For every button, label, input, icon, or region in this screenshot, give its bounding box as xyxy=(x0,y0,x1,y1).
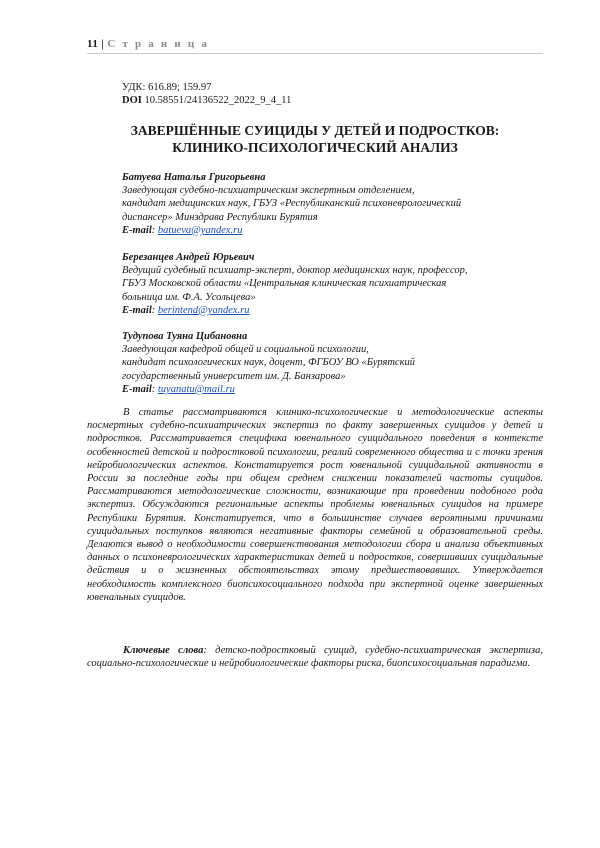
email-separator: : xyxy=(151,224,158,236)
email-separator: : xyxy=(151,383,158,395)
header-rule xyxy=(87,53,543,54)
email-label: E-mail xyxy=(122,224,152,236)
author-desc-line: государственный университет им. Д. Банзарова» xyxy=(122,370,346,382)
author-block xyxy=(122,330,552,396)
title-line-1: ЗАВЕРШЁННЫЕ СУИЦИДЫ У ДЕТЕЙ И ПОДРОСТКОВ: xyxy=(130,123,500,138)
author-desc-line: кандидат психологических наук, доцент, ФГБОУ ВО «Бурятский xyxy=(122,357,415,369)
author-desc-line: Заведующая кафедрой общей и социальной психологии, xyxy=(122,344,369,356)
author-email-link[interactable]: tuyanatu@mail.ru xyxy=(157,383,235,395)
author-email-line xyxy=(122,304,552,317)
author-desc-line: Заведующая судебно-психиатрическим экспертным отделением, xyxy=(122,185,415,197)
page-header xyxy=(87,38,543,50)
email-label: E-mail xyxy=(122,304,152,316)
author-email-line xyxy=(122,383,552,396)
article-title xyxy=(87,122,543,156)
author-name: Тудупова Туяна Цибановна xyxy=(122,331,248,342)
page-number: 11 xyxy=(87,38,99,50)
author-desc-line: больница им. Ф.А. Усольцева» xyxy=(122,291,256,303)
author-desc-line: кандидат медицинских наук, ГБУЗ «Республиканский психоневрологический xyxy=(122,198,462,210)
doi-value: 10.58551/24136522_2022_9_4_11 xyxy=(144,95,292,106)
author-desc-line: Ведущий судебный психиатр-эксперт, доктор медицинских наук, профессор, xyxy=(122,265,468,277)
title-line-2: КЛИНИКО-ПСИХОЛОГИЧЕСКИЙ АНАЛИЗ xyxy=(172,140,458,155)
doi-label: DOI xyxy=(122,95,142,106)
keywords-paragraph xyxy=(87,644,543,670)
keywords-separator: : xyxy=(203,645,207,656)
page-word: С т р а н и ц а xyxy=(107,38,210,50)
author-desc-line: ГБУЗ Московской области «Центральная клиническая психиатрическая xyxy=(122,278,447,290)
article-meta xyxy=(122,81,291,107)
author-block xyxy=(122,251,552,317)
author-desc-line: диспансер» Минздрава Республики Бурятия xyxy=(122,211,318,223)
header-separator: | xyxy=(101,38,105,50)
email-separator: : xyxy=(151,304,158,316)
keywords-label: Ключевые слова xyxy=(123,645,204,656)
doi-line xyxy=(122,94,291,107)
author-email-link[interactable]: berintend@yandex.ru xyxy=(157,304,250,316)
author-name: Батуева Наталья Григорьевна xyxy=(122,172,266,183)
author-email-line xyxy=(122,224,552,237)
keywords-text: детско-подростковый суицид, судебно-психиатрическая экспертиза, социально-психологические и нейробиологические факторы риска, биопсихосоциальная парадигма. xyxy=(87,645,543,670)
udk-code: УДК: 616.89; 159.97 xyxy=(122,82,212,93)
author-block xyxy=(122,171,552,237)
email-label: E-mail xyxy=(122,383,152,395)
author-email-link[interactable]: batueva@yandex.ru xyxy=(157,224,243,236)
abstract-paragraph: В статье рассматриваются клинико-психологические и методологические аспекты посмертных судебно-психиатрических экспертиз по факту завершенных суицидов у детей и подростков. Рассматривается специфика ювенального суицидального поведения в контексте особенностей детской и подростковой психологии, реалий современного общества и с точки зрения нейробиологических аспектов. Констатируется рост ювенальной суицидальной активности в России за последние годы при общем среднем снижении показателей частоты суицидов. Рассматриваются методологические сложности, возникающие при проведении подобного рода экспертиз. Обсуждаются региональные аспекты проблемы ювенальных суицидов на примере Республики Бурятия. Констатируется, что в большинстве случаев вероятными причинами суицидальных поступков являются негативные факторы семейной и образовательной среды. Делаются вывод о необходимости совершенствования методологии сбора и анализа объективных данных о психоневрологических характеристиках детей и подростков, совершивших суицидальные действия и о жизненных обстоятельствах этому предшествовавших. Утверждается необходимость комплексного биопсихосоциального подхода при экспертной оценке завершенных ювенальных суицидов. xyxy=(87,407,543,603)
author-name: Березанцев Андрей Юрьевич xyxy=(122,252,255,263)
